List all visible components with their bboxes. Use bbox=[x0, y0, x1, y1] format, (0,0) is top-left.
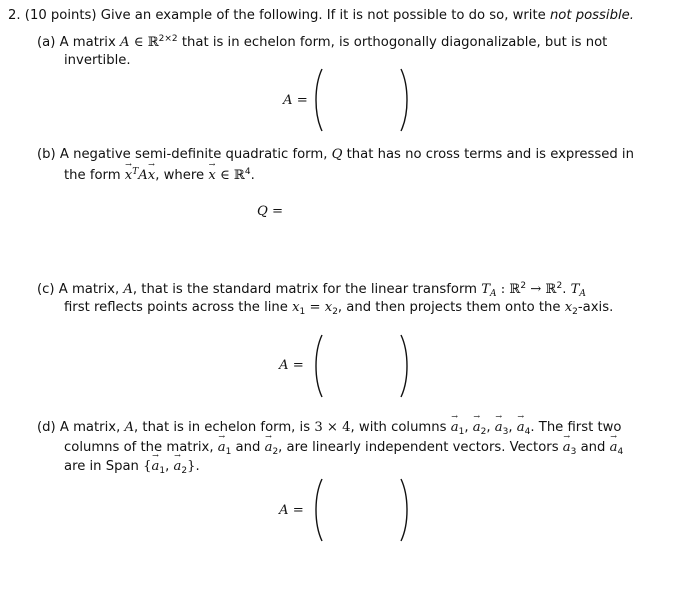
part-d-line1: (d) A matrix, A, that is in echelon form, is 3 × 4, with columns → $a_1$, → $a_2$, → $a_3$, → $a_4$. The first two bbox=[37, 420, 621, 437]
problem-number: 2. bbox=[8, 8, 21, 23]
part-d-answer-label: A = bbox=[279, 503, 304, 518]
part-c-answer-label: A = bbox=[279, 358, 304, 373]
part-a-right-paren bbox=[398, 68, 412, 132]
part-d-line3: are in Span {→ $a_1$, → $a_2$}. bbox=[64, 459, 200, 476]
problem-instruction: Give an example of the following. If it is not possible to do so, write bbox=[100, 8, 546, 23]
part-d-label: (d) bbox=[37, 420, 56, 435]
part-a-left-paren bbox=[311, 68, 325, 132]
problem-statement bbox=[8, 8, 634, 23]
part-b-line1: (b) A negative semi-definite quadratic form, Q that has no cross terms and is expressed in bbox=[37, 147, 634, 162]
part-d-line2: columns of the matrix, → $a_1$ and → $a_2$, are linearly independent vectors. Vectors → $a_3$ and → $a_4$ bbox=[64, 440, 623, 457]
part-c-right-paren bbox=[398, 334, 412, 398]
part-c-left-paren bbox=[311, 334, 325, 398]
problem-points: (10 points) bbox=[24, 8, 97, 23]
part-b-answer-label: Q = bbox=[257, 204, 284, 219]
part-c-label: (c) bbox=[37, 282, 55, 297]
part-c-line1: (c) A matrix, A, that is the standard matrix for the linear transform $T_A$ : ℝ$^2$ → ℝ$^2$. $T_A$ bbox=[37, 281, 586, 299]
part-a-line2: invertible. bbox=[64, 53, 131, 68]
part-b-line2: the form → $x^TA\to x$, where → x ∈ ℝ$^4$. bbox=[64, 167, 255, 183]
part-a-label: (a) bbox=[37, 35, 56, 50]
part-c-line2: first reflects points across the line $x_1 = x_2$, and then projects them onto the $x_2$-axis. bbox=[64, 300, 614, 317]
part-a-answer-label: A = bbox=[283, 93, 308, 108]
part-d-left-paren bbox=[311, 478, 325, 542]
part-a-line1: (a) A matrix A ∈ ℝ$^{2\times 2}$ that is in echelon form, is orthogonally diagonalizable, but is not bbox=[37, 34, 608, 50]
part-b-label: (b) bbox=[37, 147, 56, 162]
not-possible-text: not possible. bbox=[549, 8, 634, 23]
part-d-right-paren bbox=[398, 478, 412, 542]
